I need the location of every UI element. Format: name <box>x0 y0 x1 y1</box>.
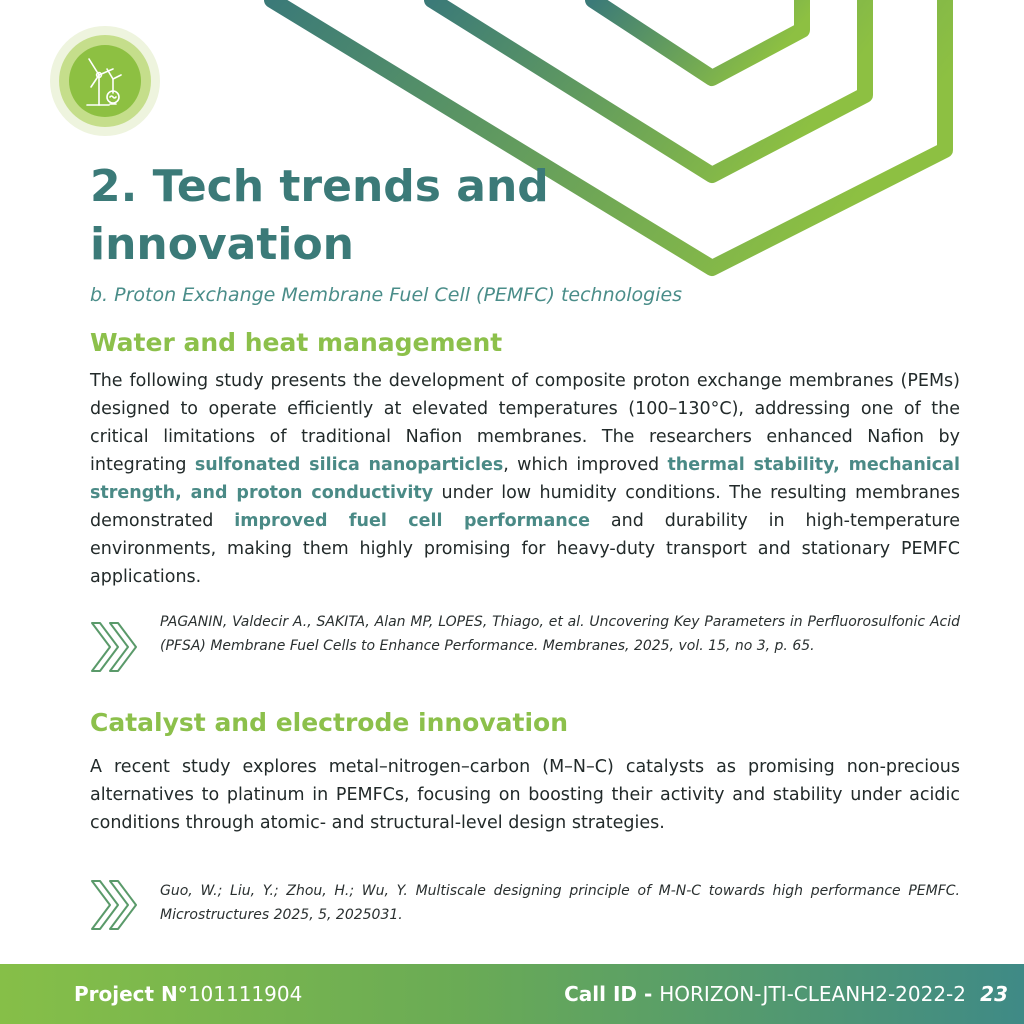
call-value: HORIZON-JTI-CLEANH2-2022-2 <box>659 982 966 1006</box>
call-label: Call ID - <box>564 982 660 1006</box>
body-text: The following study presents the development of composite proton exchange membranes (PEMs) designed to operate efficiently at elevated temperatures (100–130°C), addressing one of the critical limitations of traditional Nafion membranes. The researchers enhanced Nafion by integrating <box>90 371 960 475</box>
page-number: 23 <box>980 982 1008 1006</box>
chevron-stripe-inner <box>593 0 802 78</box>
section-heading-catalyst: Catalyst and electrode innovation <box>90 708 569 737</box>
section-body-water-heat <box>90 367 960 591</box>
project-label: Project N° <box>74 982 188 1006</box>
page-title-line1: 2. Tech trends and <box>90 161 549 212</box>
logo-badge <box>50 26 160 136</box>
reference-citation-1: PAGANIN, Valdecir A., SAKITA, Alan MP, LOPES, Thiago, et al. Uncovering Key Parameters in Perfluorosulfonic Acid (PFSA) Membrane Fuel Cells to Enhance Performance. Membranes, 2025, vol. 15, no 3, p. 65. <box>160 614 960 654</box>
double-chevron-icon <box>90 878 140 932</box>
body-text: under low humidity conditions. The resulting membranes demonstrated <box>90 483 960 531</box>
footer-bar <box>0 964 1024 1024</box>
page-title <box>90 158 610 274</box>
call-id <box>564 982 966 1006</box>
project-number: 101111904 <box>187 982 303 1006</box>
wind-energy-bulb-icon <box>69 45 141 117</box>
highlight-text: improved fuel cell performance <box>234 511 590 531</box>
section-body-catalyst: A recent study explores metal–nitrogen–carbon (M–N–C) catalysts as promising non-precious alternatives to platinum in PEMFCs, focusing on boosting their activity and stability under acidic conditions through atomic- and structural-level design strategies. <box>90 757 960 833</box>
page-subtitle: b. Proton Exchange Membrane Fuel Cell (PEMFC) technologies <box>90 284 683 306</box>
highlight-text: sulfonated silica nanoparticles <box>194 455 504 475</box>
section-heading-water-heat: Water and heat management <box>90 328 503 357</box>
body-text: , which improved <box>503 455 668 475</box>
project-id <box>74 982 302 1006</box>
reference-citation-2: Guo, W.; Liu, Y.; Zhou, H.; Wu, Y. Multiscale designing principle of M-N-C towards high performance PEMFC. Microstructures 2025, 5, 2025031. <box>160 883 960 923</box>
body-text: and durability in high-temperature environments, making them highly promising for heavy-duty transport and stationary PEMFC applications. <box>90 511 960 587</box>
double-chevron-icon <box>90 620 140 674</box>
highlight-text: thermal stability, mechanical strength, and proton conductivity <box>90 455 960 503</box>
page-title-line2: innovation <box>90 219 354 270</box>
